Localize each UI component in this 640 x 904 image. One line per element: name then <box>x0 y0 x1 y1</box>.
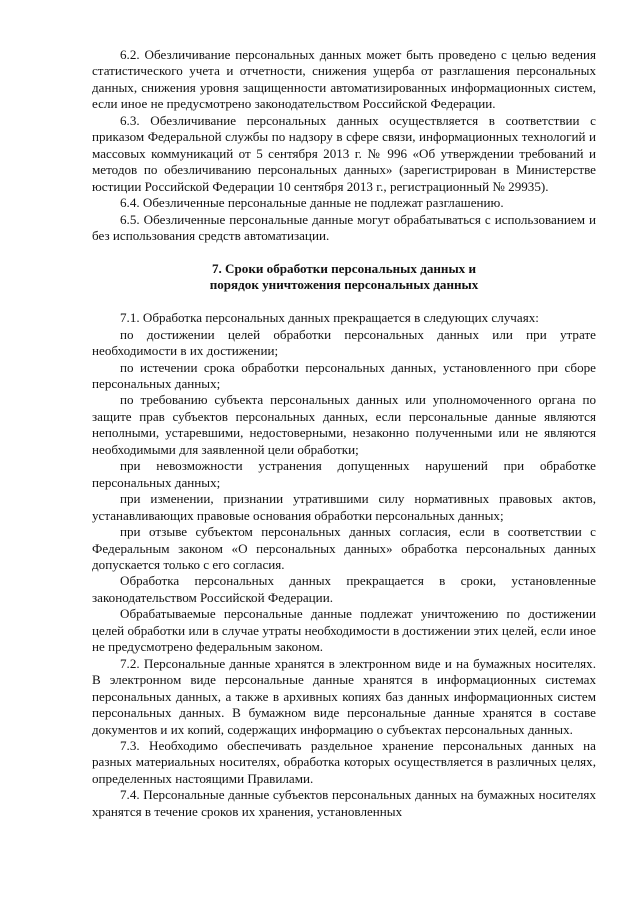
termination-case-3: по требованию субъекта персональных данных или уполномоченного органа по защите прав субъектов персональных данных, если персональные данные являются неполными, устаревшими, недостоверными, незаконно полученными или не являются необходимыми для заявленной цели обработки; <box>92 392 596 457</box>
section-7-heading-line-2: порядок уничтожения персональных данных <box>209 277 479 293</box>
spacer <box>92 244 596 260</box>
termination-case-1: по достижении целей обработки персональных данных или при утрате необходимости в их достижении; <box>92 326 596 359</box>
paragraph-terms: Обработка персональных данных прекращается в сроки, установленные законодательством Российской Федерации. <box>92 573 596 605</box>
document-body <box>92 47 596 820</box>
termination-case-6: при отзыве субъектом персональных данных согласия, если в соответствии с Федеральным законом «О персональных данных» обработка персональных данных допускается только с его согласия. <box>92 524 596 573</box>
paragraph-7-2: 7.2. Персональные данные хранятся в электронном виде и на бумажных носителях. В электронном виде персональные данные хранятся в информационных системах персональных данных, а также в архивных копиях баз данных информационных систем персональных данных. В бумажном виде персональные данные хранятся в составе документов и их копий, содержащих информацию о субъектах персональных данных. <box>92 655 596 737</box>
paragraph-7-1: 7.1. Обработка персональных данных прекращается в следующих случаях: <box>120 310 539 326</box>
paragraph-6-2: 6.2. Обезличивание персональных данных может быть проведено с целью ведения статистического учета и отчетности, снижения ущерба от разглашения персональных данных, снижения уровня защищенности автоматизированных информационных систем, если иное не предусмотрено законодательством Российской Федерации. <box>92 47 596 112</box>
termination-case-4: при невозможности устранения допущенных нарушений при обработке персональных данных; <box>92 458 596 490</box>
paragraph-6-4: 6.4. Обезличенные персональные данные не подлежат разглашению. <box>120 195 504 211</box>
paragraph-7-3: 7.3. Необходимо обеспечивать раздельное хранение персональных данных на разных материальных носителях, обработка которых осуществляется в различных целях, определенных настоящими Правилами. <box>92 738 596 786</box>
termination-case-2: по истечении срока обработки персональных данных, установленного при сборе персональных данных; <box>92 359 596 392</box>
section-7-heading-line-1: 7. Сроки обработки персональных данных и <box>211 260 477 276</box>
paragraph-6-5: 6.5. Обезличенные персональные данные могут обрабатываться с использованием и без использования средств автоматизации. <box>92 211 596 243</box>
paragraph-6-3: 6.3. Обезличивание персональных данных осуществляется в соответствии с приказом Федеральной службы по надзору в сфере связи, информационных технологий и массовых коммуникаций от 5 сентября 2013 г. № 996 «Об утверждении требований и методов по обезличиванию персональных данных» (зарегистрирован в Министерстве юстиции Российской Федерации 10 сентября 2013 г., регистрационный № 29935). <box>92 112 596 194</box>
paragraph-destruction: Обрабатываемые персональные данные подлежат уничтожению по достижении целей обработки или в случае утраты необходимости в достижении этих целей, если иное не предусмотрено федеральным законом. <box>92 606 596 655</box>
termination-case-5: при изменении, признании утратившими силу нормативных правовых актов, устанавливающих правовые основания обработки персональных данных; <box>92 491 596 523</box>
spacer <box>92 294 596 310</box>
paragraph-7-4: 7.4. Персональные данные субъектов персональных данных на бумажных носителях хранятся в течение сроков их хранения, установленных <box>92 787 596 819</box>
